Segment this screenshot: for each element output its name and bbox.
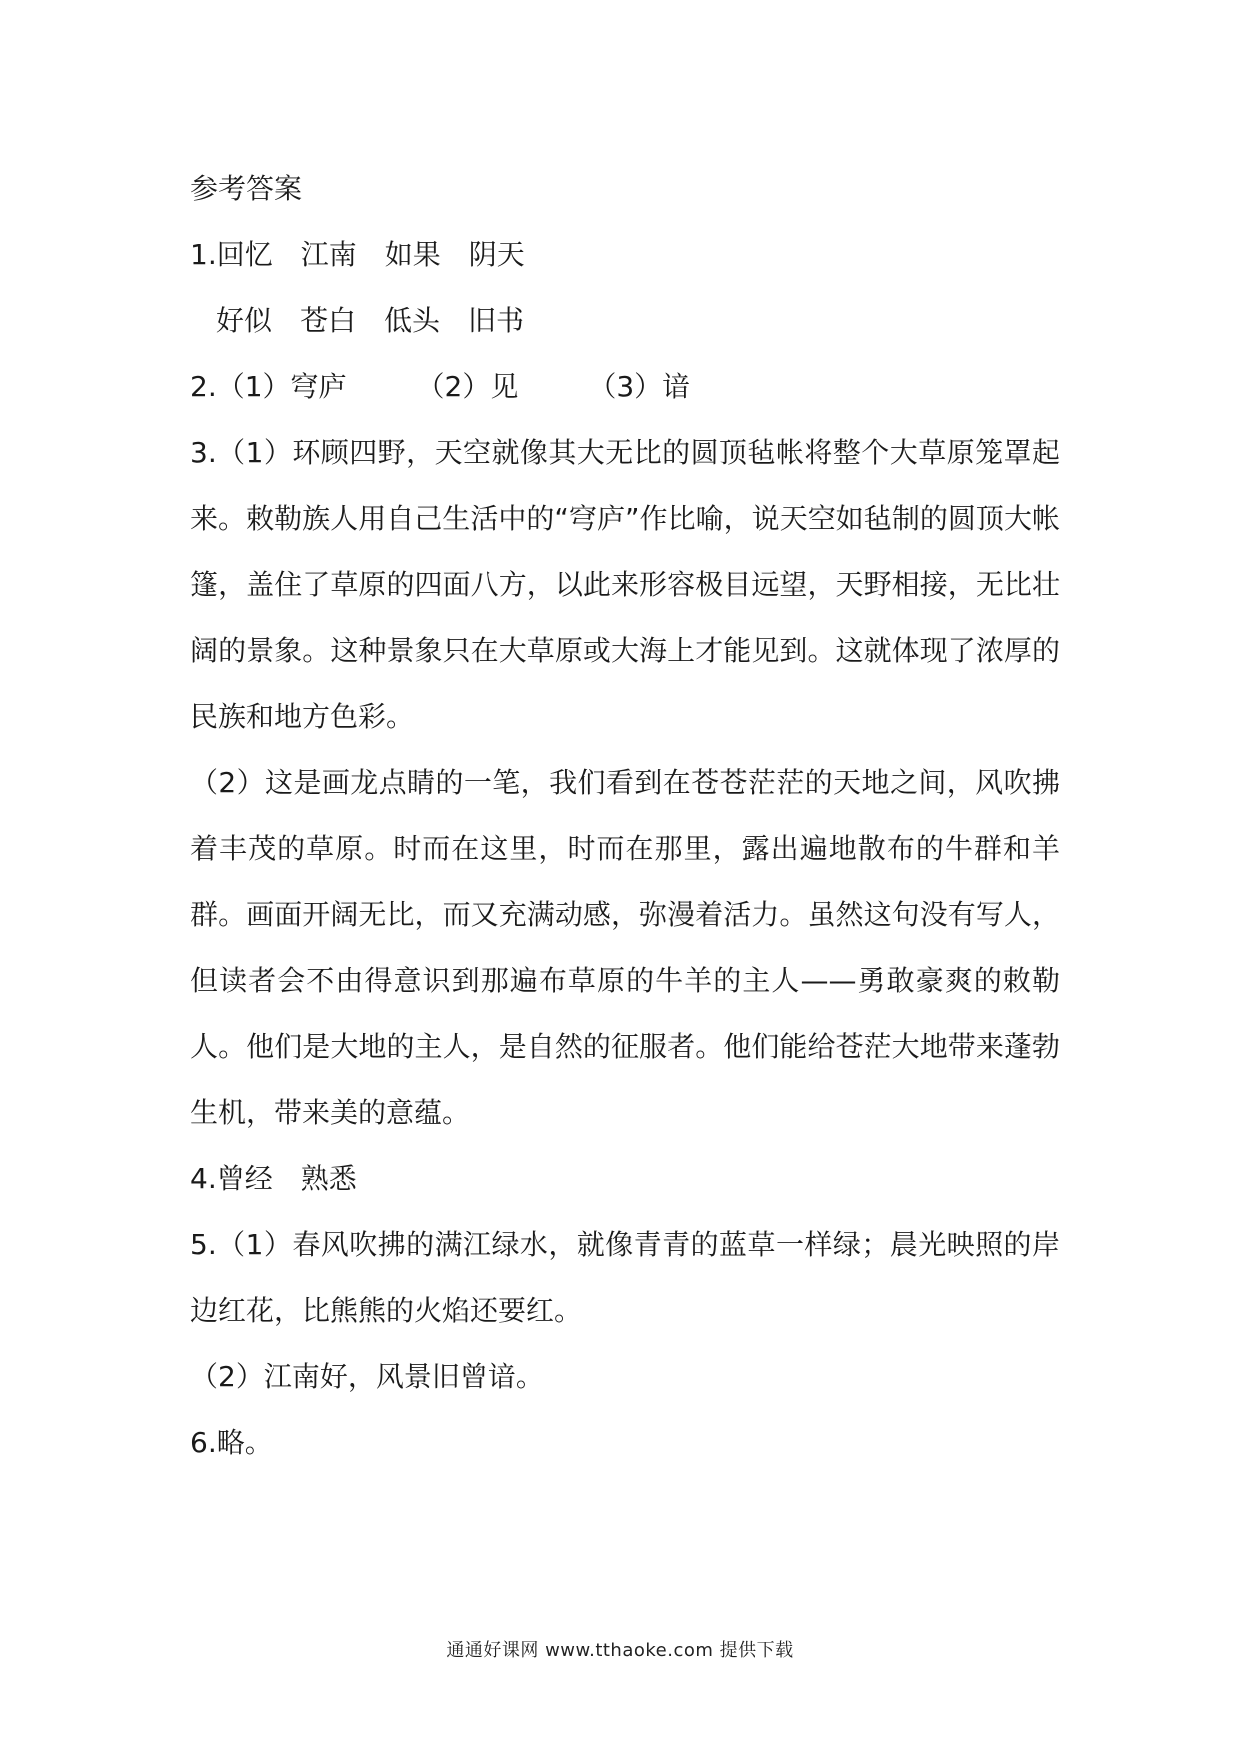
answer-content [190, 156, 1060, 1476]
answer-5-part-1: 5.（1）春风吹拂的满江绿水，就像青青的蓝草一样绿；晨光映照的岸边红花，比熊熊的火焰还要红。 [190, 1228, 1060, 1327]
answer-4: 4.曾经 熟悉 [190, 1162, 357, 1195]
answer-5-part-2: （2）江南好，风景旧曾谙。 [190, 1360, 544, 1393]
answer-6: 6.略。 [190, 1426, 273, 1459]
answer-2: 2.（1）穹庐 （2）见 （3）谙 [190, 370, 691, 403]
answer-1-line-2: 好似 苍白 低头 旧书 [216, 304, 525, 337]
footer-watermark: 通通好课网 www.tthaoke.com 提供下载 [446, 1640, 794, 1661]
answer-1-line-1: 1.回忆 江南 如果 阴天 [190, 238, 525, 271]
answer-3-part-2: （2）这是画龙点睛的一笔，我们看到在苍苍茫茫的天地之间，风吹拂着丰茂的草原。时而在这里，时而在那里，露出遍地散布的牛群和羊群。画面开阔无比，而又充满动感，弥漫着活力。虽然这句没有写人，但读者会不由得意识到那遍布草原的牛羊的主人——勇敢豪爽的敕勒人。他们是大地的主人，是自然的征服者。他们能给苍茫大地带来蓬勃生机，带来美的意蕴。 [190, 766, 1060, 1129]
answer-heading: 参考答案 [190, 172, 303, 205]
answer-3-part-1: 3.（1）环顾四野，天空就像其大无比的圆顶毡帐将整个大草原笼罩起来。敕勒族人用自己生活中的“穹庐”作比喻，说天空如毡制的圆顶大帐篷，盖住了草原的四面八方，以此来形容极目远望，天野相接，无比壮阔的景象。这种景象只在大草原或大海上才能见到。这就体现了浓厚的民族和地方色彩。 [190, 436, 1060, 733]
